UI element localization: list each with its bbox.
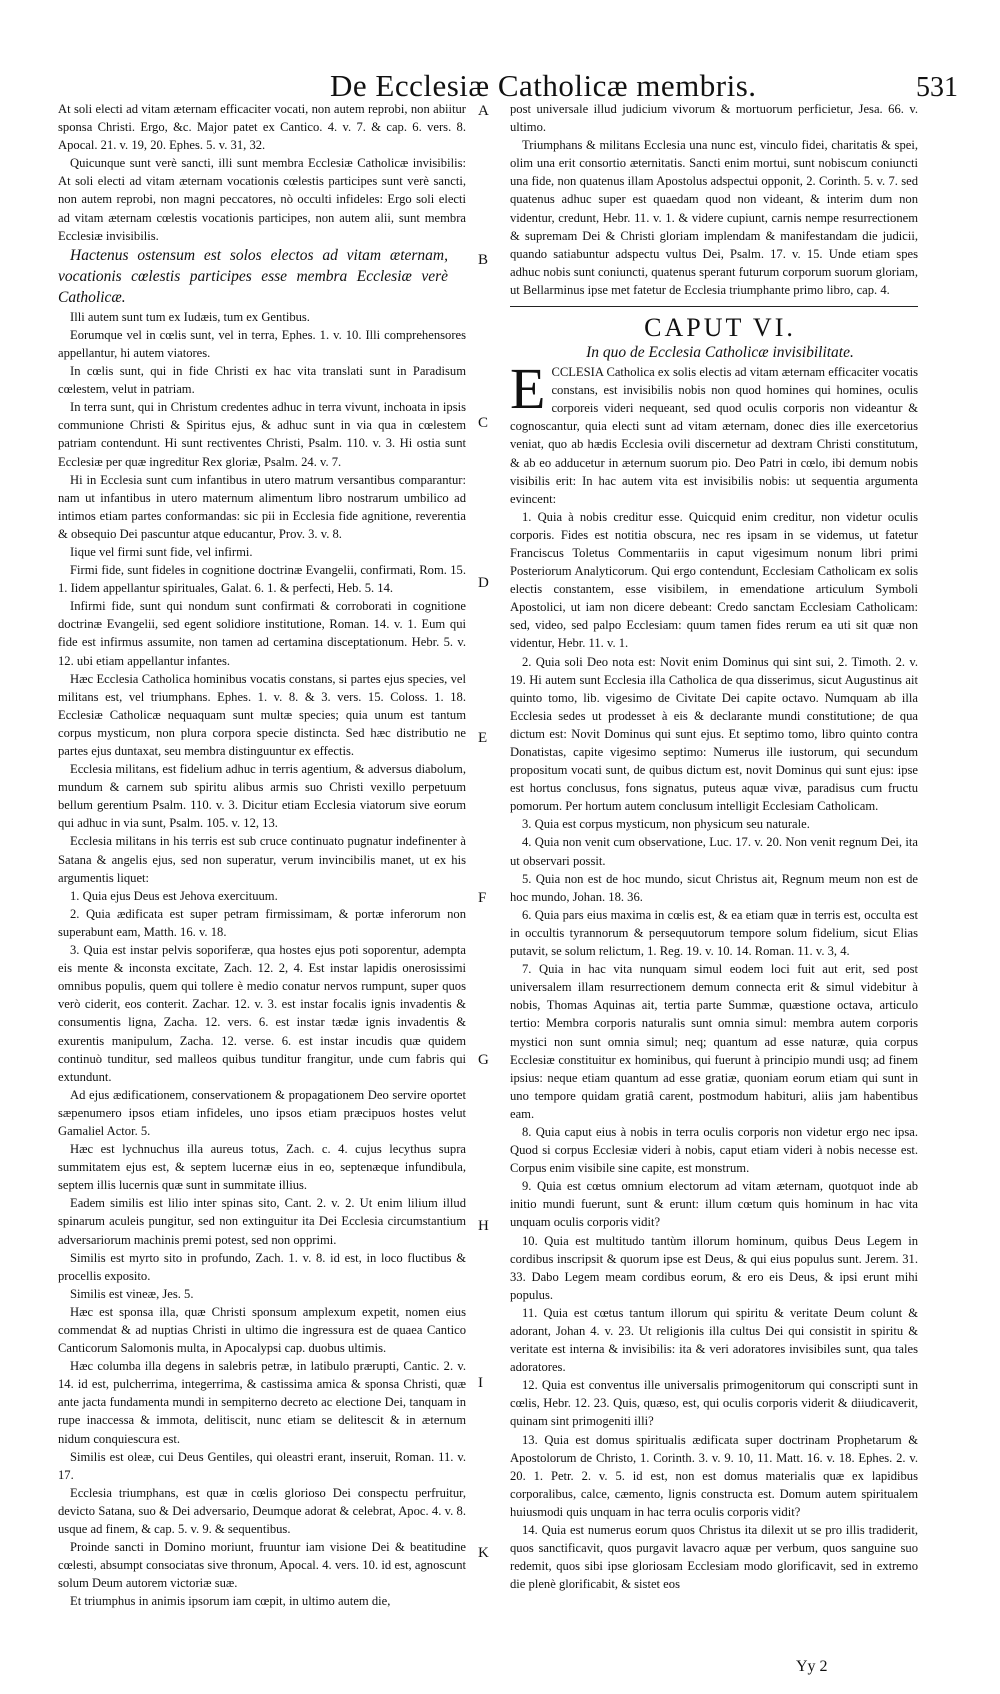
list-item: 6. Quia pars eius maxima in cœlis est, & ea etiam quæ in terris est, occulta est in occultis tyrannorum & persequutorum tempore solum fidelium, sicut Elias putavit, se solum relictum, 1. Reg. 19. v. 10. 14. Roman. 11. v. 3, 4.: [510, 907, 918, 959]
paragraph: Similis est oleæ, cui Deus Gentiles, qui oleastri erant, inseruit, Roman. 11. v. 17.: [58, 1449, 466, 1482]
list-item: 14. Quia est numerus eorum quos Christus ita dilexit ut se pro illis tradiderit, quos sanctificavit, quos purgavit lavacro aquæ per verbum, quos sanguine suo redemit, quos sibi ipse gloriosam Ecclesiam modo glorificavit, sed in extremo die plenè glorificabit, & sistet eos: [510, 1523, 918, 1592]
paragraph: Firmi fide, sunt fideles in cognitione doctrinæ Evangelii, confirmati, Rom. 15. 1. Iidem appellantur spirituales, Galat. 6. 1. & perfecti, Heb. 5. 14.: [58, 563, 466, 596]
paragraph: At soli electi ad vitam æternam efficaciter vocati, non autem reprobi, non abiitur sponsa Christi. Ergo, &c. Major patet ex Cantico. 4. v. 7. & cap. 6. vers. 8. Apocal. 21. v. 19, 20. Ephes. 5. v. 31, 32.: [58, 102, 466, 153]
paragraph: Proinde sancti in Domino moriunt, fruuntur iam visione Dei & beatitudine cœlesti, absumpt consociatas sive thronum, Apocal. 4. vers. 10. id est, agnoscunt solum Deum autorem victoriæ suæ.: [58, 1540, 466, 1591]
margin-letter-c: C: [478, 415, 489, 431]
list-item: 3. Quia est instar pelvis soporiferæ, qua hostes ejus poti soporentur, adempta eis mente & inconsta excitate, Zach. 12. 2, 4. Est instar lapidis onerosissimi omnibus populis, quem qui tollere è medio conatur nervos rumpunt, super quos verò ciderit, eos conterit. Zachar. 12. v. 3. est instar focalis ignis invadentis & consumentis ligna, Zacha. 12. vers. 6. est instar tædæ ignis invadentis & exurentis manipulum, Zacha. 12. verse. 6. est instar incudis quæ quidem continuò tunditur, sed malleos quibus tunditur frangitur, unde cum fabris qui extundunt.: [58, 943, 466, 1084]
page-number: 531: [916, 72, 958, 103]
margin-letter-k: K: [478, 1545, 489, 1561]
paragraph: Similis est myrto sito in profundo, Zach. 1. v. 8. id est, in loco fluctibus & procellis exposito.: [58, 1250, 466, 1283]
paragraph: Ecclesia militans in his terris est sub cruce continuato pugnatur indefinenter à Satana & angelis ejus, sed non superatur, verum invincibilis manet, ut ex his argumentis liquet:: [58, 834, 466, 885]
list-item: 4. Quia non venit cum observatione, Luc. 17. v. 20. Non venit regnum Dei, ita ut observari possit.: [510, 835, 918, 868]
paragraph-text: CCLESIA Catholica ex solis electis ad vitam æternam efficaciter vocatis constans, est invisibilis nobis non quod homines qui homines, oculis corporeis videri nequeant, sed quod oculis corporis non videantur & cognoscantur, quia electi sunt ad vitam æternam, donec dies ille exercetorius veniat, quo ab hædis Ecclesia ovili discernetur ad dextram Christi constitutum, & ab eo adducetur in æternum suorum pio. Deo Patri in cœlo, ibi demum nobis visibilis erit: In hac autem vita est invisibilis nobis: ut sequentia argumenta evincent:: [510, 365, 918, 506]
running-head: De Ecclesiæ Catholicæ membris.: [330, 68, 757, 103]
paragraph: Eorumque vel in cœlis sunt, vel in terra, Ephes. 1. v. 10. Illi comprehensores appellantur, hi autem viatores.: [58, 327, 466, 360]
list-item: 10. Quia est multitudo tantùm illorum hominum, quibus Deus Legem in cordibus inscripsit & quorum ipse est Deus, & qui eius populus sunt. Jerem. 31. 33. Dabo Legem meam cordibus eorum, & ero eis Deus, & ipsi erunt mihi populus.: [510, 1233, 918, 1302]
margin-letter-g: G: [478, 1052, 489, 1068]
paragraph: Hæc Ecclesia Catholica hominibus vocatis constans, si partes ejus species, vel militans est, vel triumphans. Ephes. 1. v. 8. & 3. vers. 15. Coloss. 1. 18. Ecclesiæ Catholicæ nequaquam sunt multæ species; quia unum est tantum corpus mysticum, non plura corpora specie distincta. Sed hæc distributio ne partes ejus duntaxat, seu membra distinguuntur ex effectis.: [58, 671, 466, 758]
list-item: 2. Quia ædificata est super petram firmissimam, & portæ inferorum non superabunt eam, Matth. 16. v. 18.: [58, 906, 466, 939]
paragraph: Triumphans & militans Ecclesia una nunc est, vinculo fidei, charitatis & spei, olim una erit consortio æternitatis. Sancti enim mortui, sunt nobiscum coniuncti una fide, non quatenus illam Apostolus adspectui opponit, 2. Corinth. 5. v. 7. sed quatenus adhuc super est quaedam quod non videant, & interim dum non videntur, credunt, Hebr. 11. v. 1. & videre cupiunt, carnis nempe resurrectionem & supremam Dei & Christi gloriam implendam & manifestandam die judicii, quando satiabuntur adspectu vultus Dei, Psalm. 17. v. 15. Unde etiam spes adhuc nobis sunt coniuncti, quatenus sperant futurum corporum suorum gloriam, ut Bellarminus ipse met fatetur de Ecclesia triumphante primo libro, cap. 4.: [510, 138, 918, 297]
margin-letter-e: E: [478, 730, 488, 746]
paragraph: Iique vel firmi sunt fide, vel infirmi.: [70, 544, 253, 559]
margin-letter-b: B: [478, 252, 489, 268]
paragraph: Quicunque sunt verè sancti, illi sunt membra Ecclesiæ Catholicæ invisibilis: At soli electi ad vitam æternam vocationis cœlestis participes sunt verè sancti, non autem reprobi, non magni peccatores, nò occulti infideles: Ergo soli electi ad vitam æternam cœlestis vocationis participes, non autem alii, sunt membra Ecclesiæ invisibilis.: [58, 156, 466, 243]
chapter-subtitle: In quo de Ecclesia Catholicæ invisibilitate.: [586, 344, 854, 362]
paragraph: Ecclesia triumphans, est quæ in cœlis glorioso Dei conspectu perfruitur, devicto Satana, suo & Dei adversario, Deumque adorat & celebrat, Apoc. 4. v. 8. usque ad finem, & cap. 5. v. 9. & sequentibus.: [58, 1485, 466, 1537]
paragraph: Ecclesia militans, est fidelium adhuc in terris agentium, & adversus diabolum, mundum & carnem sub spiritu alibus armis suo Christi vexillo perpetuum bellum gerentium Psalm. 110. v. 3. Dicitur etiam Ecclesia viatorum sive eorum qui adhuc in via sunt, Psalm. 105. v. 12, 13.: [58, 762, 466, 831]
left-column: [58, 100, 466, 1675]
margin-letter-f: F: [478, 890, 487, 906]
paragraph: Hæc est sponsa illa, quæ Christi sponsum amplexum expetit, nomen eius commendat & ad nuptias Christi in ultimo die ingressura est de quaea Cantico Canticorum Salomonis multa, in Apocalypsi cap. duobus ultimis.: [58, 1304, 466, 1356]
paragraph: Hæc est lychnuchus illa aureus totus, Zach. c. 4. cujus lecythus supra summitatem ejus est, & septem lucernæ eius in eo, septenæque infundibula, septem illis lucernis quæ sunt in summitate illius.: [58, 1142, 466, 1193]
list-item: 5. Quia non est de hoc mundo, sicut Christus ait, Regnum meum non est de hoc mundo, Johan. 18. 36.: [510, 871, 918, 904]
margin-letter-i: I: [478, 1375, 483, 1391]
list-item: 12. Quia est conventus ille universalis primogenitorum qui conscripti sunt in cœlis, Hebr. 12. 23. Quis, quæso, est, qui oculis corporis viderit & diiudicaverit, quinam sint primogeniti illi?: [510, 1378, 918, 1429]
paragraph: Illi autem sunt tum ex Iudæis, tum ex Gentibus.: [70, 309, 310, 324]
list-item: 9. Quia est cœtus omnium electorum ad vitam æternam, quotquot inde ab initio mundi fuerunt, sunt & erunt: illum cœtum quis hominum in hac vita unquam oculis corporis vidit?: [510, 1179, 918, 1230]
list-item: 8. Quia caput eius à nobis in terra oculis corporis non videtur ergo nec ipsa. Quod si corpus Ecclesiæ videri à nobis, caput etiam videri à nobis necesse est. Corpus enim visibile sine capite, est monstrum.: [510, 1124, 918, 1176]
divider: [510, 306, 918, 307]
paragraph: Infirmi fide, sunt qui nondum sunt confirmati & corroborati in cognitione doctrinæ Evangelii, sed egent solidiore institutione, Roman. 14. v. 1. Eum qui fide est infirmus assumite, non tamen ad certamina disceptationum. Hebr. 5. v. 12. ubi etiam appellantur infantes.: [58, 599, 466, 668]
margin-letter-a: A: [478, 103, 489, 119]
list-item: 13. Quia est domus spiritualis ædificata super doctrinam Prophetarum & Apostolorum de Christo, 1. Corinth. 3. v. 9. 10, 11. Matt. 16. v. 18. Ephes. 2. v. 20. 1. Petr. 2. v. 5. id est, non est domus materialis quæ ex lapidibus corporalibus, calce, cæmento, lignis constructa est. Domum autem spiritualem huiusmodi quis unquam in hac terra oculis corporis vidit?: [510, 1432, 918, 1519]
paragraph: [510, 356, 918, 508]
list-item: 7. Quia in hac vita nunquam simul eodem loci fuit aut erit, sed post universalem illam resurrectionem demum connecta erit & simul videbitur à nobis, Thomas Aquinas ait, tertia parte Summæ, quæstione octava, articulo tertio: Membra corporis naturalis sunt omnia simul: membra autem corporis mystici non sunt omnia simul; neq; quantum ad esse naturæ, quia corpus Ecclesiæ constituitur ex hominibus, qui fuerunt à principio mundi usq; ad finem ipsius: neque etiam quantum ad esse gratiæ, quoniam eorum etiam qui sunt in uno tempore quidam gratiâ carent, postmodum habituri, aliis jam habentibus eam.: [510, 962, 918, 1121]
paragraph: In cœlis sunt, qui in fide Christi ex hac vita translati sunt in Paradisum cœlestem, velut in patriam.: [58, 364, 466, 397]
list-item: 2. Quia soli Deo nota est: Novit enim Dominus qui sint sui, 2. Timoth. 2. v. 19. Hi autem sunt Ecclesia illa Catholica de qua disserimus, sicut Augustinus ait quinto tomo, lib. vigesimo de Civitate Dei capite octavo. Numquam ab illa Ecclesia sedes ut prodesset à eis & declarante mundi constitutione; de qua dictum est: Novit Dominus qui sunt ejus. Et septimo tomo, libro quinto contra Donatistas, capite vigesimo septimo: Numerus ille iustorum, qui secundum propositum vocati sunt, de quibus dictum est, novit Dominus qui sunt ejus: ipse est hortus conclusus, fons signatus, puteus aquæ vivæ, paradisus cum fructu pomorum. Per hortum autem conclusum intelligit Ecclesiam Catholicam.: [510, 654, 918, 814]
right-column: [510, 100, 918, 1640]
section-heading: Hactenus ostensum est solos electos ad vitam æternam, vocationis cœlestis participes esse membra Ecclesiæ verè Catholicæ.: [58, 246, 448, 306]
list-item: 1. Quia à nobis creditur esse. Quicquid enim creditur, non videtur oculis corporis. Fides est notitia obscura, nec res ipsam in se videmus, ut fatetur Franciscus Toletus Commentariis in caput vigesimum nonum libri primi Posteriorum Analyticorum. Qui ergo contendunt, Ecclesiam Catholicam ex solis electis constantem, esse visibilem, in emendatione articulum Symboli Apostolici, ut iam non dicere debeant: Credo sanctam Ecclesiam Catholicam: sed, video, sed palpo Ecclesiam: quum tamen fides rerum ea uti sit quæ non videntur, Hebr. 11. v. 1.: [510, 509, 918, 651]
list-item: 1. Quia ejus Deus est Jehova exercituum.: [70, 888, 278, 903]
paragraph: Et triumphus in animis ipsorum iam cœpit, in ultimo autem die,: [70, 1594, 391, 1609]
chapter-title: CAPUT VI.: [644, 313, 796, 343]
signature-mark: Yy 2: [796, 1658, 828, 1675]
list-item: 3. Quia est corpus mysticum, non physicum seu naturale.: [522, 817, 810, 832]
list-item: 11. Quia est cœtus tantum illorum qui spiritu & veritate Deum colunt & adorant, Johan 4. v. 23. Ut religionis illa cultus Dei qui consistit in spiritu & veritate est interna & invisibilis: ita & veri adoratores invisibiles sunt, qua tales adoratores.: [510, 1305, 918, 1375]
margin-letter-h: H: [478, 1218, 489, 1234]
paragraph: In terra sunt, qui in Christum credentes adhuc in terra vivunt, inchoata in ipsis communione Christi & Spiritus ejus, & adhuc sunt in via qua in cœlestem patriam contendunt. Hi sunt rectiventes Christi, Psalm. 110. v. 3. Hi ostia sunt Ecclesiæ per quæ ingreditur Rex gloriæ, Psalm. 24. v. 7.: [58, 400, 466, 469]
paragraph: Similis est vineæ, Jes. 5.: [70, 1286, 194, 1301]
paragraph: Ad ejus ædificationem, conservationem & propagationem Deo servire oportet sæpenumero ipsos etiam infideles, uno ipsos etiam præcipuos hostes velut Gamaliel Actor. 5.: [58, 1087, 466, 1138]
paragraph: Eadem similis est lilio inter spinas sito, Cant. 2. v. 2. Ut enim lilium illud spinarum aculeis pungitur, sed non extinguitur ita Dei Ecclesia circumstantium adversariorum machinis premi potest, sed non opprimi.: [58, 1196, 466, 1247]
paragraph: post universale illud judicium vivorum & mortuorum perficietur, Jesa. 66. v. ultimo.: [510, 102, 918, 135]
paragraph: Hæc columba illa degens in salebris petræ, in latibulo prærupti, Cantic. 2. v. 14. id est, pulcherrima, integerrima, & castissima amica & sponsa Christi, quæ ante jacta fundamenta mundi in sempiterno decreto ac electione Dei, tanquam in rupe inaccessa & immota, delitiscit, nunc etiam se delitescit & in æternum nidum conquiescura est.: [58, 1359, 466, 1446]
paragraph: Hi in Ecclesia sunt cum infantibus in utero matrum versantibus comparantur: nam ut infantibus in utero maternum alimentum libro nostrarum umbilico ad intimos etiam partes conformandas: sic pii in Ecclesia fide agnitione, reverentia & obsequio Dei pascuntur atque educantur, Prov. 3. v. 8.: [58, 472, 466, 541]
drop-cap: E: [510, 356, 546, 422]
margin-letter-d: D: [478, 575, 489, 591]
